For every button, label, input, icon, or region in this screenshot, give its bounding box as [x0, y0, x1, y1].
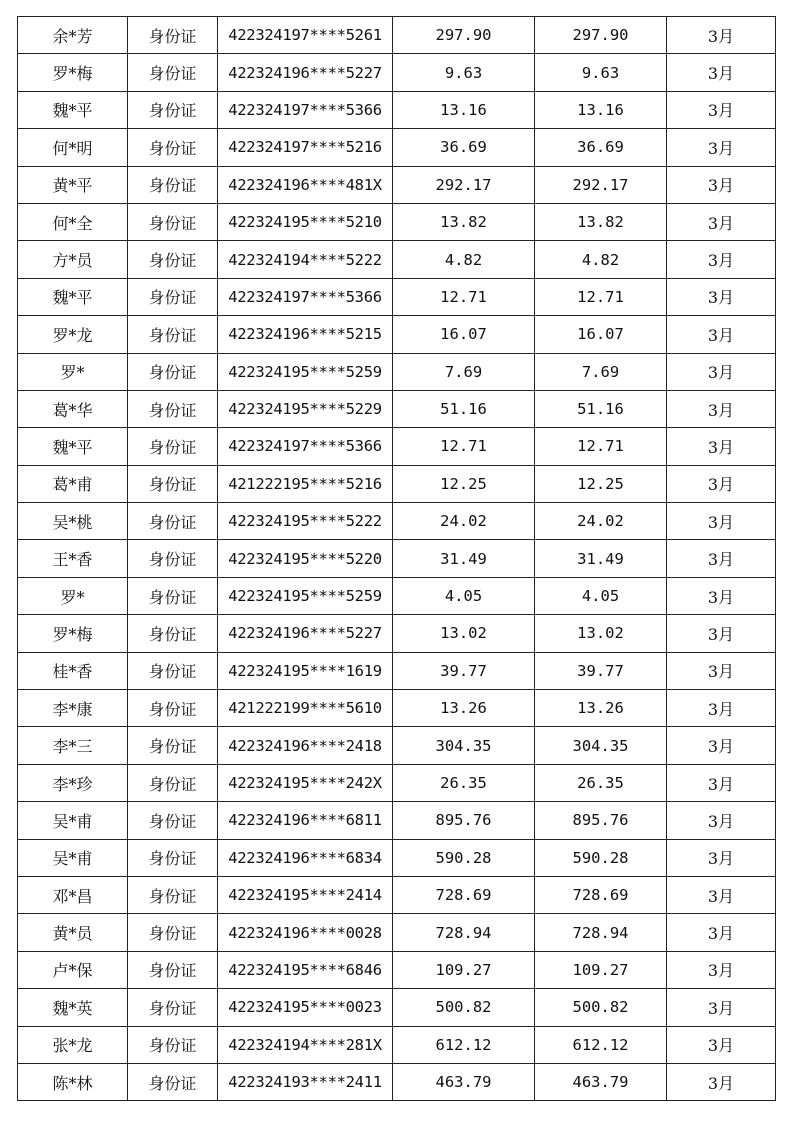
- id-type-cell: 身份证: [128, 390, 218, 427]
- month-cell: 3月: [667, 876, 776, 913]
- id-type-cell: 身份证: [128, 540, 218, 577]
- table-row: [18, 316, 776, 353]
- amount-cell: 9.63: [393, 54, 535, 91]
- id-type-cell: 身份证: [128, 241, 218, 278]
- name-cell: 吴*甫: [18, 802, 128, 839]
- id-number-cell: 422324195****5229: [218, 390, 393, 427]
- name-cell: 余*芳: [18, 17, 128, 54]
- amount-cell: 31.49: [393, 540, 535, 577]
- paid-amount-cell: 728.69: [535, 876, 667, 913]
- month-cell: 3月: [667, 914, 776, 951]
- paid-amount-cell: 297.90: [535, 17, 667, 54]
- paid-amount-cell: 895.76: [535, 802, 667, 839]
- amount-cell: 24.02: [393, 503, 535, 540]
- amount-cell: 109.27: [393, 951, 535, 988]
- name-cell: 魏*平: [18, 428, 128, 465]
- paid-amount-cell: 4.82: [535, 241, 667, 278]
- paid-amount-cell: 304.35: [535, 727, 667, 764]
- month-cell: 3月: [667, 1063, 776, 1100]
- id-number-cell: 422324195****5222: [218, 503, 393, 540]
- name-cell: 桂*香: [18, 652, 128, 689]
- id-number-cell: 422324196****481X: [218, 166, 393, 203]
- id-type-cell: 身份证: [128, 203, 218, 240]
- month-cell: 3月: [667, 278, 776, 315]
- amount-cell: 728.94: [393, 914, 535, 951]
- month-cell: 3月: [667, 428, 776, 465]
- amount-cell: 16.07: [393, 316, 535, 353]
- amount-cell: 13.82: [393, 203, 535, 240]
- id-type-cell: 身份证: [128, 166, 218, 203]
- id-number-cell: 422324194****281X: [218, 1026, 393, 1063]
- name-cell: 罗*: [18, 577, 128, 614]
- id-number-cell: 422324195****5259: [218, 577, 393, 614]
- id-type-cell: 身份证: [128, 316, 218, 353]
- month-cell: 3月: [667, 241, 776, 278]
- id-number-cell: 422324195****1619: [218, 652, 393, 689]
- month-cell: 3月: [667, 503, 776, 540]
- month-cell: 3月: [667, 951, 776, 988]
- id-number-cell: 422324195****5220: [218, 540, 393, 577]
- id-number-cell: 422324195****5259: [218, 353, 393, 390]
- id-type-cell: 身份证: [128, 91, 218, 128]
- id-type-cell: 身份证: [128, 989, 218, 1026]
- amount-cell: 12.71: [393, 278, 535, 315]
- paid-amount-cell: 728.94: [535, 914, 667, 951]
- table-row: [18, 615, 776, 652]
- id-type-cell: 身份证: [128, 428, 218, 465]
- amount-cell: 590.28: [393, 839, 535, 876]
- table-row: [18, 764, 776, 801]
- table-row: [18, 1026, 776, 1063]
- amount-cell: 39.77: [393, 652, 535, 689]
- id-number-cell: 422324197****5366: [218, 428, 393, 465]
- name-cell: 张*龙: [18, 1026, 128, 1063]
- paid-amount-cell: 12.71: [535, 428, 667, 465]
- month-cell: 3月: [667, 690, 776, 727]
- id-number-cell: 422324195****6846: [218, 951, 393, 988]
- paid-amount-cell: 12.25: [535, 465, 667, 502]
- month-cell: 3月: [667, 390, 776, 427]
- table-row: [18, 428, 776, 465]
- id-type-cell: 身份证: [128, 615, 218, 652]
- paid-amount-cell: 463.79: [535, 1063, 667, 1100]
- paid-amount-cell: 109.27: [535, 951, 667, 988]
- id-type-cell: 身份证: [128, 465, 218, 502]
- id-type-cell: 身份证: [128, 652, 218, 689]
- name-cell: 吴*甫: [18, 839, 128, 876]
- amount-cell: 36.69: [393, 129, 535, 166]
- id-number-cell: 421222195****5216: [218, 465, 393, 502]
- month-cell: 3月: [667, 129, 776, 166]
- month-cell: 3月: [667, 54, 776, 91]
- table-row: [18, 129, 776, 166]
- id-type-cell: 身份证: [128, 951, 218, 988]
- table-row: [18, 540, 776, 577]
- month-cell: 3月: [667, 540, 776, 577]
- id-number-cell: 422324197****5216: [218, 129, 393, 166]
- name-cell: 魏*英: [18, 989, 128, 1026]
- paid-amount-cell: 36.69: [535, 129, 667, 166]
- id-type-cell: 身份证: [128, 54, 218, 91]
- id-number-cell: 422324195****242X: [218, 764, 393, 801]
- amount-cell: 12.25: [393, 465, 535, 502]
- amount-cell: 895.76: [393, 802, 535, 839]
- id-number-cell: 422324195****0023: [218, 989, 393, 1026]
- table-row: [18, 727, 776, 764]
- name-cell: 李*康: [18, 690, 128, 727]
- name-cell: 葛*甫: [18, 465, 128, 502]
- subsidy-table: [17, 16, 776, 1101]
- id-type-cell: 身份证: [128, 1026, 218, 1063]
- id-type-cell: 身份证: [128, 1063, 218, 1100]
- table-row: [18, 802, 776, 839]
- id-type-cell: 身份证: [128, 690, 218, 727]
- table-row: [18, 577, 776, 614]
- amount-cell: 26.35: [393, 764, 535, 801]
- month-cell: 3月: [667, 989, 776, 1026]
- paid-amount-cell: 13.16: [535, 91, 667, 128]
- amount-cell: 297.90: [393, 17, 535, 54]
- table-row: [18, 203, 776, 240]
- table-row: [18, 839, 776, 876]
- paid-amount-cell: 31.49: [535, 540, 667, 577]
- month-cell: 3月: [667, 615, 776, 652]
- name-cell: 魏*平: [18, 91, 128, 128]
- table-row: [18, 1063, 776, 1100]
- table-row: [18, 914, 776, 951]
- name-cell: 吴*桃: [18, 503, 128, 540]
- name-cell: 邓*昌: [18, 876, 128, 913]
- name-cell: 卢*保: [18, 951, 128, 988]
- name-cell: 何*明: [18, 129, 128, 166]
- table-row: [18, 91, 776, 128]
- id-type-cell: 身份证: [128, 353, 218, 390]
- id-number-cell: 422324196****5227: [218, 615, 393, 652]
- paid-amount-cell: 12.71: [535, 278, 667, 315]
- id-type-cell: 身份证: [128, 129, 218, 166]
- id-number-cell: 422324195****2414: [218, 876, 393, 913]
- name-cell: 黄*员: [18, 914, 128, 951]
- id-type-cell: 身份证: [128, 839, 218, 876]
- id-number-cell: 422324196****5227: [218, 54, 393, 91]
- month-cell: 3月: [667, 316, 776, 353]
- month-cell: 3月: [667, 764, 776, 801]
- name-cell: 李*珍: [18, 764, 128, 801]
- name-cell: 罗*龙: [18, 316, 128, 353]
- id-type-cell: 身份证: [128, 17, 218, 54]
- paid-amount-cell: 13.26: [535, 690, 667, 727]
- table-row: [18, 876, 776, 913]
- name-cell: 方*员: [18, 241, 128, 278]
- month-cell: 3月: [667, 465, 776, 502]
- table-row: [18, 54, 776, 91]
- month-cell: 3月: [667, 727, 776, 764]
- name-cell: 陈*林: [18, 1063, 128, 1100]
- paid-amount-cell: 24.02: [535, 503, 667, 540]
- paid-amount-cell: 13.82: [535, 203, 667, 240]
- amount-cell: 728.69: [393, 876, 535, 913]
- month-cell: 3月: [667, 577, 776, 614]
- id-number-cell: 422324197****5261: [218, 17, 393, 54]
- id-number-cell: 422324196****5215: [218, 316, 393, 353]
- paid-amount-cell: 51.16: [535, 390, 667, 427]
- table-row: [18, 989, 776, 1026]
- paid-amount-cell: 9.63: [535, 54, 667, 91]
- id-type-cell: 身份证: [128, 876, 218, 913]
- id-number-cell: 422324196****0028: [218, 914, 393, 951]
- amount-cell: 13.16: [393, 91, 535, 128]
- name-cell: 李*三: [18, 727, 128, 764]
- id-type-cell: 身份证: [128, 278, 218, 315]
- name-cell: 魏*平: [18, 278, 128, 315]
- paid-amount-cell: 16.07: [535, 316, 667, 353]
- id-number-cell: 421222199****5610: [218, 690, 393, 727]
- name-cell: 罗*梅: [18, 615, 128, 652]
- name-cell: 王*香: [18, 540, 128, 577]
- table-row: [18, 166, 776, 203]
- month-cell: 3月: [667, 1026, 776, 1063]
- id-number-cell: 422324197****5366: [218, 91, 393, 128]
- table-row: [18, 465, 776, 502]
- table-body: [18, 17, 776, 1101]
- table-row: [18, 241, 776, 278]
- amount-cell: 500.82: [393, 989, 535, 1026]
- table-row: [18, 690, 776, 727]
- name-cell: 罗*: [18, 353, 128, 390]
- amount-cell: 13.02: [393, 615, 535, 652]
- table-row: [18, 951, 776, 988]
- paid-amount-cell: 4.05: [535, 577, 667, 614]
- table-row: [18, 503, 776, 540]
- amount-cell: 12.71: [393, 428, 535, 465]
- amount-cell: 7.69: [393, 353, 535, 390]
- paid-amount-cell: 500.82: [535, 989, 667, 1026]
- amount-cell: 4.05: [393, 577, 535, 614]
- amount-cell: 612.12: [393, 1026, 535, 1063]
- paid-amount-cell: 7.69: [535, 353, 667, 390]
- id-type-cell: 身份证: [128, 802, 218, 839]
- table-row: [18, 278, 776, 315]
- month-cell: 3月: [667, 203, 776, 240]
- id-type-cell: 身份证: [128, 577, 218, 614]
- amount-cell: 13.26: [393, 690, 535, 727]
- amount-cell: 292.17: [393, 166, 535, 203]
- id-number-cell: 422324197****5366: [218, 278, 393, 315]
- month-cell: 3月: [667, 353, 776, 390]
- id-number-cell: 422324193****2411: [218, 1063, 393, 1100]
- month-cell: 3月: [667, 91, 776, 128]
- table-row: [18, 652, 776, 689]
- table-row: [18, 17, 776, 54]
- id-number-cell: 422324195****5210: [218, 203, 393, 240]
- paid-amount-cell: 590.28: [535, 839, 667, 876]
- amount-cell: 4.82: [393, 241, 535, 278]
- amount-cell: 51.16: [393, 390, 535, 427]
- paid-amount-cell: 39.77: [535, 652, 667, 689]
- amount-cell: 304.35: [393, 727, 535, 764]
- table-row: [18, 353, 776, 390]
- id-type-cell: 身份证: [128, 914, 218, 951]
- month-cell: 3月: [667, 652, 776, 689]
- amount-cell: 463.79: [393, 1063, 535, 1100]
- month-cell: 3月: [667, 802, 776, 839]
- id-number-cell: 422324196****6811: [218, 802, 393, 839]
- name-cell: 葛*华: [18, 390, 128, 427]
- id-type-cell: 身份证: [128, 727, 218, 764]
- id-number-cell: 422324196****2418: [218, 727, 393, 764]
- name-cell: 何*全: [18, 203, 128, 240]
- id-type-cell: 身份证: [128, 503, 218, 540]
- paid-amount-cell: 13.02: [535, 615, 667, 652]
- paid-amount-cell: 292.17: [535, 166, 667, 203]
- paid-amount-cell: 26.35: [535, 764, 667, 801]
- name-cell: 罗*梅: [18, 54, 128, 91]
- id-number-cell: 422324196****6834: [218, 839, 393, 876]
- paid-amount-cell: 612.12: [535, 1026, 667, 1063]
- table-row: [18, 390, 776, 427]
- id-type-cell: 身份证: [128, 764, 218, 801]
- name-cell: 黄*平: [18, 166, 128, 203]
- month-cell: 3月: [667, 839, 776, 876]
- month-cell: 3月: [667, 166, 776, 203]
- month-cell: 3月: [667, 17, 776, 54]
- id-number-cell: 422324194****5222: [218, 241, 393, 278]
